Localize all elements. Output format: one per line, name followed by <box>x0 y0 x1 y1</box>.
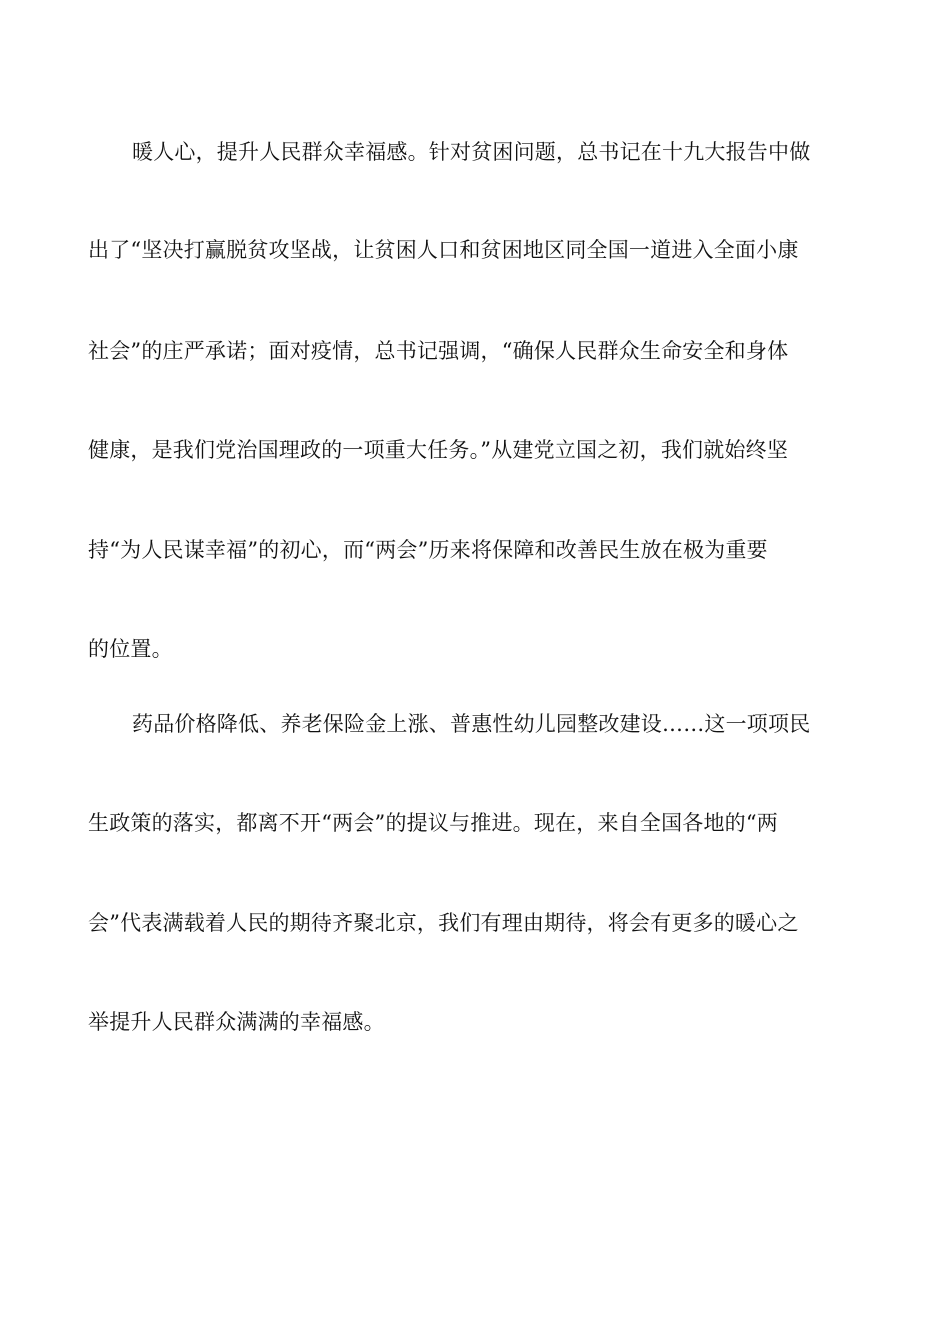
paragraph-1-line-5: 持“为人民谋幸福”的初心，而“两会”历来将保障和改善民生放在极为重要 <box>88 538 768 562</box>
paragraph-2-line-2: 生政策的落实，都离不开“两会”的提议与推进。现在，来自全国各地的“两 <box>88 811 779 835</box>
paragraph-1-line-4: 健康，是我们党治国理政的一项重大任务。”从建党立国之初，我们就始终坚 <box>88 438 789 462</box>
paragraph-2-line-4: 举提升人民群众满满的幸福感。 <box>88 1010 385 1034</box>
paragraph-2-line-1: 药品价格降低、养老保险金上涨、普惠性幼儿园整改建设……这一项项民 <box>132 712 811 736</box>
paragraph-1-line-2: 出了“坚决打赢脱贫攻坚战，让贫困人口和贫困地区同全国一道进入全面小康 <box>88 238 799 262</box>
paragraph-1-line-3: 社会”的庄严承诺；面对疫情，总书记强调，“确保人民群众生命安全和身体 <box>88 339 789 363</box>
paragraph-2-line-3: 会”代表满载着人民的期待齐聚北京，我们有理由期待，将会有更多的暖心之 <box>88 911 799 935</box>
paragraph-1-line-1: 暖人心，提升人民群众幸福感。针对贫困问题，总书记在十九大报告中做 <box>132 140 811 164</box>
paragraph-1-line-6: 的位置。 <box>88 637 173 661</box>
